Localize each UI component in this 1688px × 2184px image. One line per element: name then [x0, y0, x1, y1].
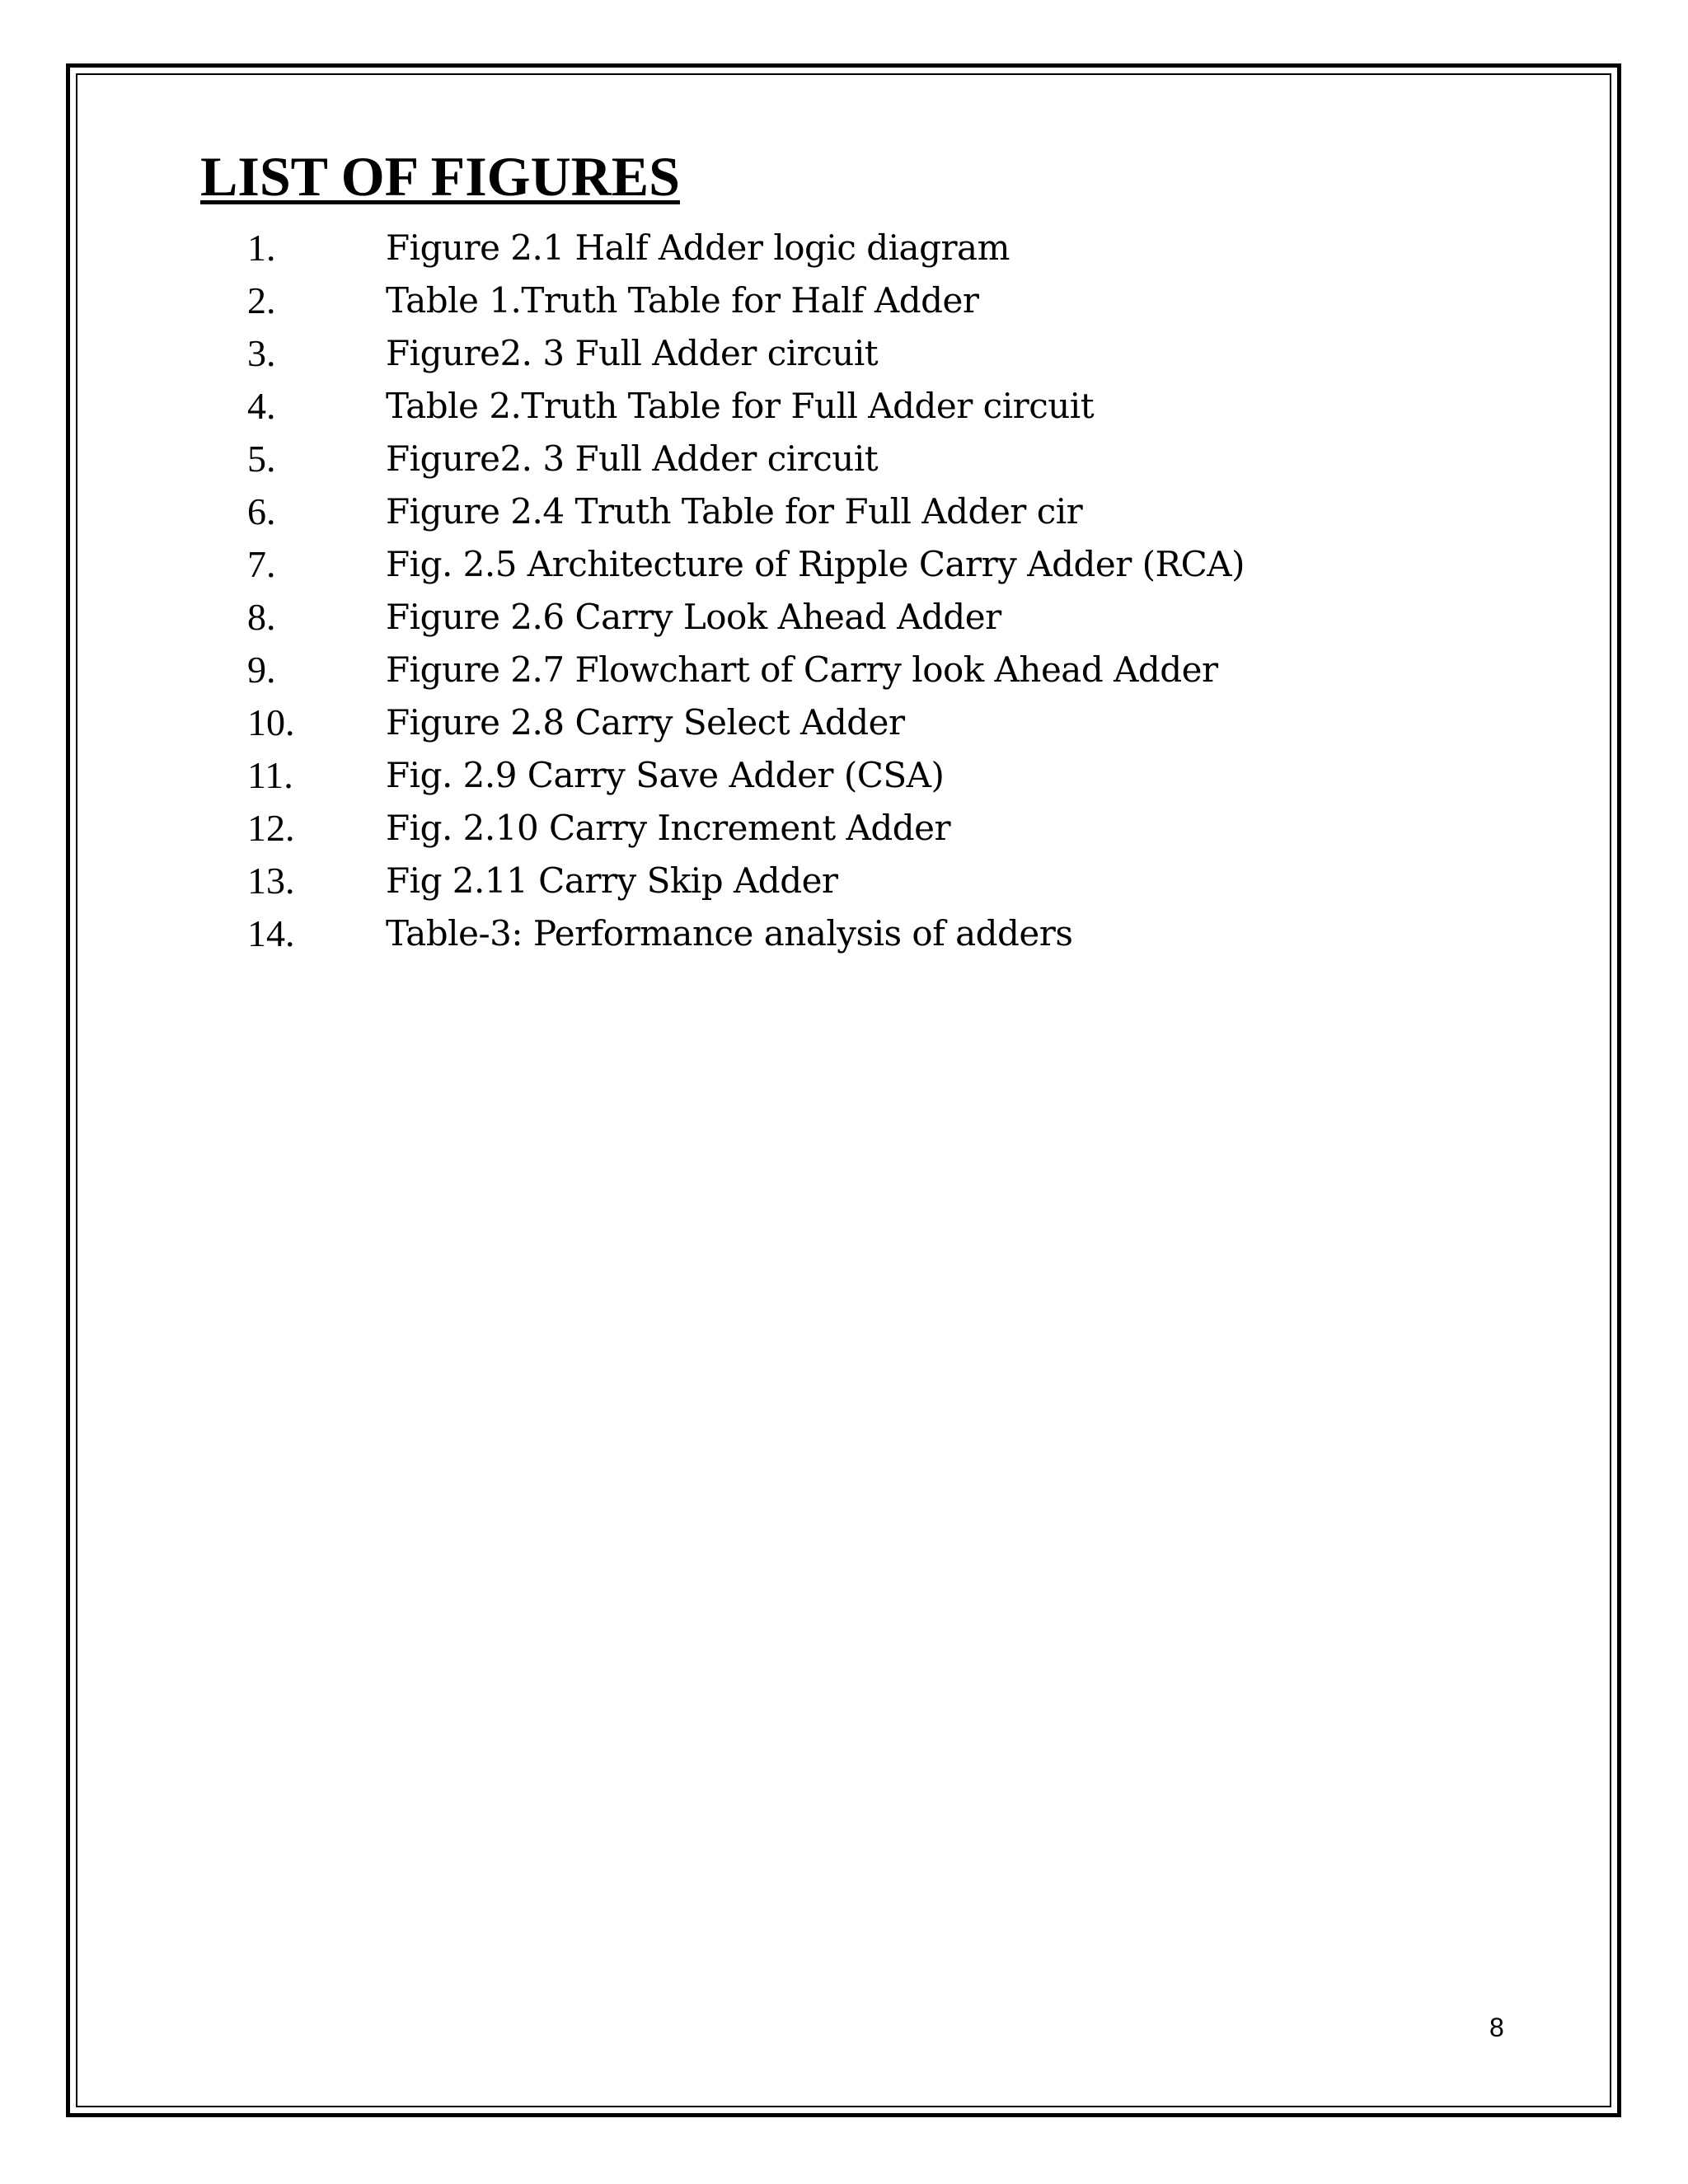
list-item-text: Fig. 2.5 Architecture of Ripple Carry Adder (RCA): [386, 543, 1245, 584]
list-item: [247, 485, 1245, 537]
list-item-text: Figure 2.4 Truth Table for Full Adder cir: [386, 490, 1083, 532]
list-item-number: 3.: [247, 331, 276, 374]
list-item: [247, 537, 1245, 590]
list-item: [247, 907, 1245, 959]
list-item-number: 12.: [247, 806, 295, 849]
list-item: [247, 274, 1245, 326]
list-item: [247, 801, 1245, 854]
list-item-text: Table-3: Performance analysis of adders: [386, 912, 1073, 954]
list-item-text: Table 2.Truth Table for Full Adder circuit: [386, 385, 1095, 426]
list-item-text: Figure 2.7 Flowchart of Carry look Ahead Adder: [386, 649, 1218, 690]
list-item: [247, 854, 1245, 907]
list-item: [247, 696, 1245, 748]
figure-list: [247, 221, 1245, 959]
list-item: [247, 590, 1245, 643]
list-item-number: 5.: [247, 437, 276, 480]
list-item-number: 1.: [247, 226, 276, 269]
list-item: [247, 379, 1245, 432]
list-item-text: Figure2. 3 Full Adder circuit: [386, 332, 879, 373]
list-item-text: Fig 2.11 Carry Skip Adder: [386, 860, 838, 901]
list-item-number: 6.: [247, 490, 276, 532]
list-item-number: 9.: [247, 648, 276, 691]
list-item-number: 10.: [247, 701, 295, 743]
page-title: LIST OF FIGURES: [200, 145, 680, 208]
list-item-number: 7.: [247, 542, 276, 585]
list-item: [247, 643, 1245, 696]
list-item-number: 2.: [247, 279, 276, 321]
list-item: [247, 326, 1245, 379]
list-item-text: Table 1.Truth Table for Half Adder: [386, 279, 979, 321]
list-item: [247, 432, 1245, 485]
list-item-text: Figure 2.1 Half Adder logic diagram: [386, 227, 1010, 268]
page-number: 8: [1489, 2013, 1504, 2042]
list-item-text: Fig. 2.9 Carry Save Adder (CSA): [386, 754, 945, 795]
list-item-number: 13.: [247, 859, 295, 902]
list-item-text: Fig. 2.10 Carry Increment Adder: [386, 807, 951, 848]
list-item-text: Figure2. 3 Full Adder circuit: [386, 438, 879, 479]
list-item-number: 14.: [247, 912, 295, 954]
list-item-number: 4.: [247, 384, 276, 427]
list-item-text: Figure 2.6 Carry Look Ahead Adder: [386, 596, 1001, 637]
list-item: [247, 221, 1245, 274]
list-item-number: 8.: [247, 595, 276, 638]
list-item: [247, 748, 1245, 801]
list-item-number: 11.: [247, 753, 293, 796]
list-item-text: Figure 2.8 Carry Select Adder: [386, 701, 905, 743]
